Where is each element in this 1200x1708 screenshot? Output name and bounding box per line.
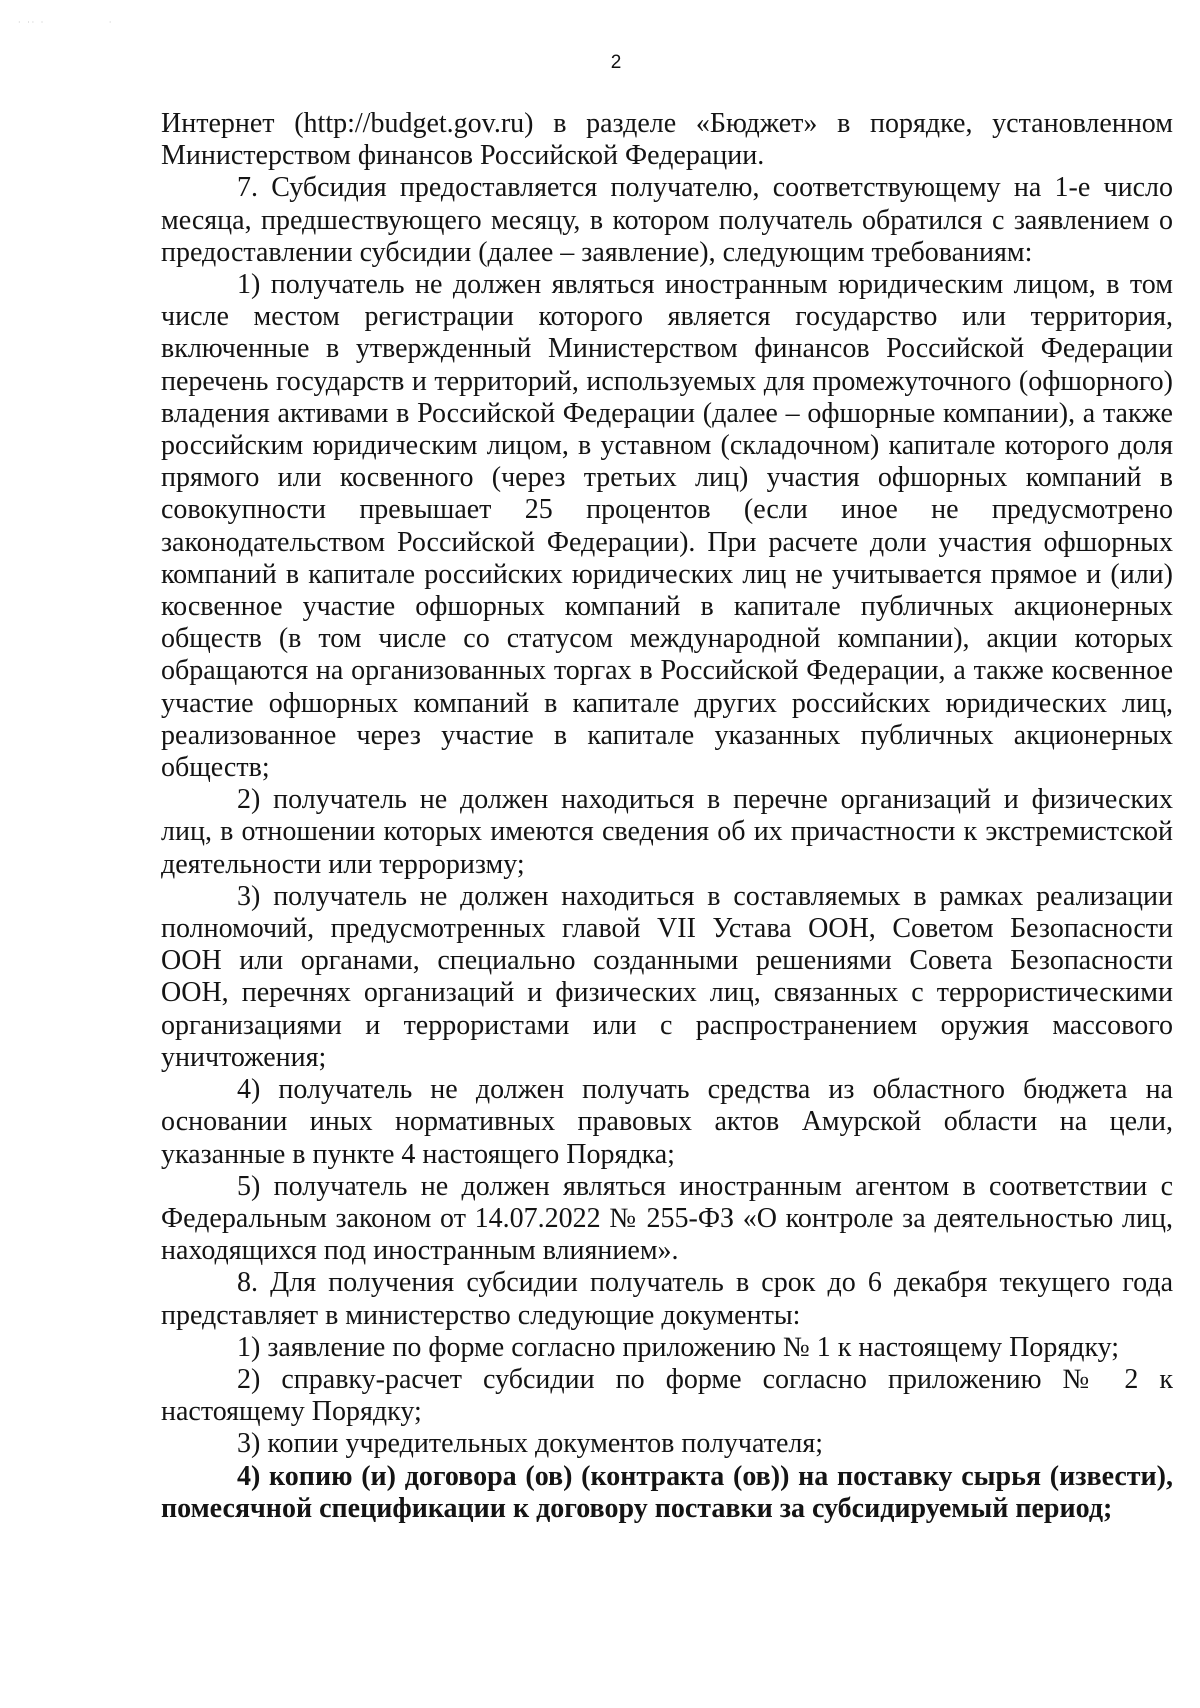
paragraph-requirement-5: 5) получатель не должен являться иностранным агентом в соответствии с Федеральным законом от 14.07.2022 № 255-ФЗ «О контроле за деятельностью лиц, находящихся под иностранным влиянием».: [161, 1170, 1173, 1267]
paragraph-document-2: 2) справку-расчет субсидии по форме согласно приложению № 2 к настоящему Порядку;: [161, 1363, 1173, 1428]
paragraph-requirement-1: 1) получатель не должен являться иностранным юридическим лицом, в том числе местом регистрации которого является государство или территория, включенные в утвержденный Министерством финансов Российской Федерации перечень государств и территорий, используемых для промежуточного (офшорного) владения активами в Российской Федерации (далее – офшорные компании), а также российским юридическим лицом, в уставном (складочном) капитале которого доля прямого или косвенного (через третьих лиц) участия офшорных компаний в совокупности превышает 25 процентов (если иное не предусмотрено законодательством Российской Федерации). При расчете доли участия офшорных компаний в капитале российских юридических лиц не учитывается прямое и (или) косвенное участие офшорных компаний в капитале публичных акционерных обществ (в том числе со статусом международной компании), акции которых обращаются на организованных торгах в Российской Федерации, а также косвенное участие офшорных компаний в капитале других российских юридических лиц, реализованное через участие в капитале указанных публичных акционерных обществ;: [161, 269, 1173, 784]
paragraph-document-1: 1) заявление по форме согласно приложению № 1 к настоящему Порядку;: [237, 1331, 1120, 1363]
paragraph-document-4: 4) копию (и) договора (ов) (контракта (ов)) на поставку сырья (извести), помесячной спецификации к договору поставки за субсидируемый период;: [161, 1460, 1173, 1524]
paragraph-continuation: Интернет (http://budget.gov.ru) в разделе «Бюджет» в порядке, установленном Министерством финансов Российской Федерации.: [161, 108, 1173, 172]
scan-artifact: · ·· · ·: [18, 18, 114, 27]
document-body: [161, 108, 1173, 1525]
paragraph-item-8: 8. Для получения субсидии получатель в срок до 6 декабря текущего года представляет в министерство следующие документы:: [161, 1267, 1173, 1331]
paragraph-requirement-4: 4) получатель не должен получать средства из областного бюджета на основании иных нормативных правовых актов Амурской области на цели, указанные в пункте 4 настоящего Порядка;: [161, 1074, 1173, 1170]
paragraph-requirement-3: 3) получатель не должен находиться в составляемых в рамках реализации полномочий, предусмотренных главой VII Устава ООН, Советом Безопасности ООН или органами, специально созданными решениями Совета Безопасности ООН, перечнях организаций и физических лиц, связанных с террористическими организациями и террористами или с распространением оружия массового уничтожения;: [161, 880, 1173, 1073]
page-number: 2: [610, 52, 622, 73]
paragraph-item-7: 7. Субсидия предоставляется получателю, соответствующему на 1-е число месяца, предшествующего месяцу, в котором получатель обратился с заявлением о предоставлении субсидии (далее – заявление), следующим требованиям:: [161, 172, 1173, 268]
paragraph-document-3: 3) копии учредительных документов получателя;: [237, 1428, 824, 1460]
paragraph-requirement-2: 2) получатель не должен находиться в перечне организаций и физических лиц, в отношении которых имеются сведения об их причастности к экстремистской деятельности или терроризму;: [161, 784, 1173, 880]
